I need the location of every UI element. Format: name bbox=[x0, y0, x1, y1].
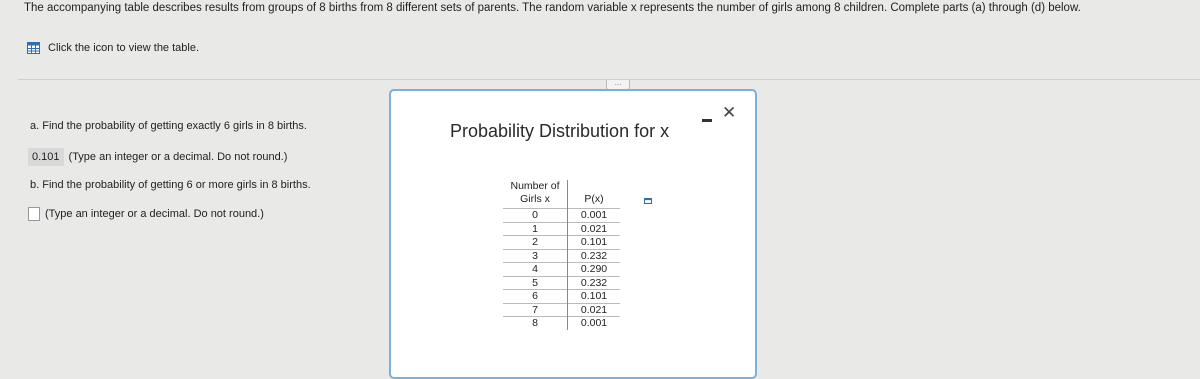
probability-distribution-dialog bbox=[389, 89, 757, 379]
table-row bbox=[503, 276, 620, 290]
table-row bbox=[503, 236, 620, 250]
cell-p: 0.232 bbox=[568, 249, 621, 263]
divider-handle[interactable]: ... bbox=[606, 80, 630, 90]
close-icon[interactable]: ✕ bbox=[722, 103, 737, 122]
cell-x: 8 bbox=[503, 317, 568, 330]
answer-a-hint: (Type an integer or a decimal. Do not round.) bbox=[68, 151, 288, 163]
col-header-x bbox=[503, 180, 568, 209]
cell-p: 0.232 bbox=[568, 276, 621, 290]
answer-a-value[interactable]: 0.101 bbox=[28, 148, 64, 166]
view-table-link[interactable] bbox=[27, 42, 199, 54]
minimize-icon[interactable] bbox=[702, 119, 712, 122]
table-row bbox=[503, 209, 620, 223]
question-b: b. Find the probability of getting 6 or more girls in 8 births. bbox=[30, 179, 311, 191]
table-row bbox=[503, 317, 620, 330]
intro-text: The accompanying table describes results from groups of 8 births from 8 different sets of parents. The random variable x represents the number of girls among 8 children. Complete parts (a) through (d) below. bbox=[24, 2, 1081, 14]
cell-p: 0.021 bbox=[568, 303, 621, 317]
col-header-x-line2: Girls x bbox=[520, 193, 550, 205]
distribution-table bbox=[503, 180, 620, 330]
table-grid-icon[interactable] bbox=[27, 42, 40, 54]
col-header-x-line1: Number of bbox=[510, 180, 560, 192]
table-row bbox=[503, 303, 620, 317]
copy-table-icon[interactable] bbox=[644, 198, 653, 205]
view-table-link-label[interactable]: Click the icon to view the table. bbox=[48, 42, 200, 54]
answer-b-row bbox=[28, 207, 264, 221]
cell-p: 0.101 bbox=[568, 290, 621, 304]
table-row bbox=[503, 263, 620, 277]
answer-b-input[interactable] bbox=[28, 207, 40, 221]
question-a: a. Find the probability of getting exactly 6 girls in 8 births. bbox=[30, 120, 307, 132]
cell-x: 4 bbox=[503, 263, 568, 277]
cell-x: 0 bbox=[503, 209, 568, 223]
cell-p: 0.001 bbox=[568, 317, 621, 330]
table-row bbox=[503, 249, 620, 263]
col-header-p: P(x) bbox=[584, 193, 604, 205]
cell-x: 3 bbox=[503, 249, 568, 263]
answer-b-hint: (Type an integer or a decimal. Do not round.) bbox=[45, 208, 264, 220]
table-row bbox=[503, 290, 620, 304]
cell-p: 0.290 bbox=[568, 263, 621, 277]
cell-x: 7 bbox=[503, 303, 568, 317]
dialog-title: Probability Distribution for x bbox=[450, 121, 670, 141]
cell-x: 1 bbox=[503, 222, 568, 236]
answer-a-row bbox=[28, 148, 287, 166]
cell-x: 2 bbox=[503, 236, 568, 250]
cell-p: 0.101 bbox=[568, 236, 621, 250]
cell-p: 0.021 bbox=[568, 222, 621, 236]
table-row bbox=[503, 222, 620, 236]
cell-x: 5 bbox=[503, 276, 568, 290]
cell-p: 0.001 bbox=[568, 209, 621, 223]
cell-x: 6 bbox=[503, 290, 568, 304]
